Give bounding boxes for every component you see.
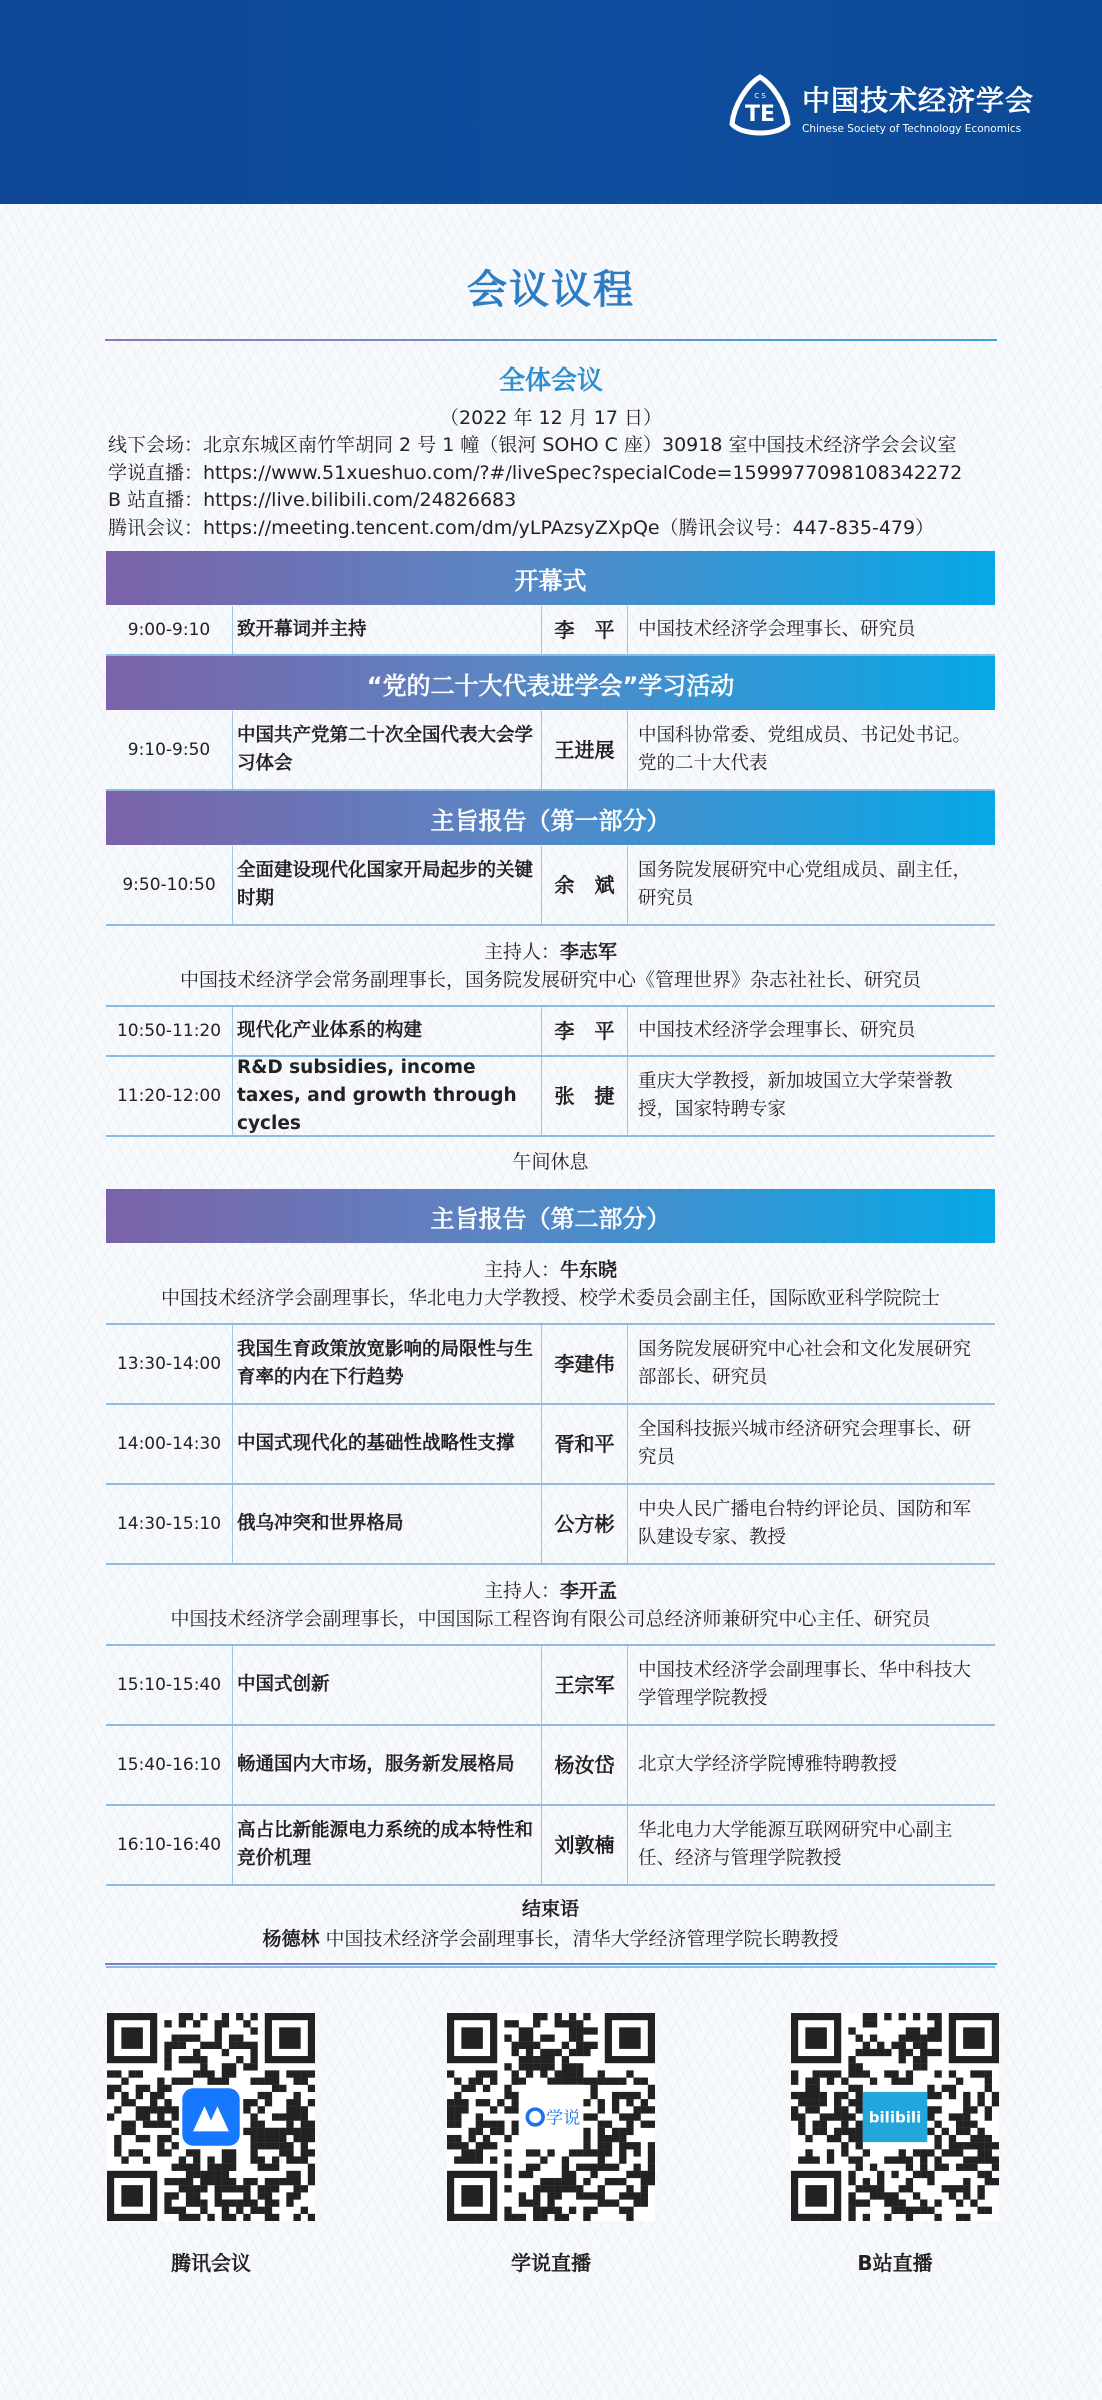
closing-block xyxy=(106,1886,995,1968)
table-row xyxy=(106,1405,995,1485)
svg-text:bilibili: bilibili xyxy=(868,2108,922,2127)
closing-speaker: 杨德林 xyxy=(262,1928,320,1950)
qr-code-3 xyxy=(791,2013,999,2276)
session-topic: 中国式现代化的基础性战略性支撑 xyxy=(233,1405,542,1483)
speaker-name: 李 平 xyxy=(542,606,628,654)
host-description: 中国技术经济学会副理事长，中国国际工程咨询有限公司总经济师兼研究中心主任、研究员 xyxy=(170,1608,931,1630)
session-topic: 俄乌冲突和世界格局 xyxy=(233,1485,542,1563)
table-row xyxy=(106,1646,995,1726)
host-description: 中国技术经济学会常务副理事长，国务院发展研究中心《管理世界》杂志社社长、研究员 xyxy=(179,969,921,991)
table-row xyxy=(106,606,995,656)
table-row xyxy=(106,711,995,791)
qr-label: B站直播 xyxy=(857,2251,933,2275)
session-topic: R&D subsidies, income taxes, and growth through cycles xyxy=(233,1057,542,1135)
speaker-title: 重庆大学教授，新加坡国立大学荣誉教授，国家特聘专家 xyxy=(638,1071,953,1120)
speaker-name: 刘敦楠 xyxy=(542,1806,628,1884)
host-block xyxy=(106,1244,995,1325)
session-time: 15:10-15:40 xyxy=(106,1646,233,1724)
section-header: 主旨报告（第二部分） xyxy=(106,1189,995,1243)
cste-emblem-icon xyxy=(728,74,792,140)
table-row xyxy=(106,1325,995,1405)
svg-text:C S: C S xyxy=(754,92,766,100)
tencent-link[interactable]: 腾讯会议：https://meeting.tencent.com/dm/yLPAzsyZXpQe（腾讯会议号：447-835-479） xyxy=(108,516,935,539)
speaker-title: 中国技术经济学会副理事长、华中科技大学管理学院教授 xyxy=(638,1660,972,1709)
host-block xyxy=(106,1565,995,1646)
table-row xyxy=(106,1057,995,1137)
tencent-meeting-logo-icon xyxy=(182,2088,239,2145)
host-name: 李志军 xyxy=(560,941,618,963)
session-topic: 中国共产党第二十次全国代表大会学习体会 xyxy=(233,711,542,789)
session-time: 14:00-14:30 xyxy=(106,1405,233,1483)
speaker-name: 胥和平 xyxy=(542,1405,628,1483)
session-time: 16:10-16:40 xyxy=(106,1806,233,1884)
speaker-name: 王进展 xyxy=(542,711,628,789)
speaker-title: 中国技术经济学会理事长、研究员 xyxy=(638,619,916,640)
svg-text:TE: TE xyxy=(744,102,776,127)
org-name-en: Chinese Society of Technology Economics xyxy=(802,123,1022,135)
closing-speaker-title: 中国技术经济学会副理事长，清华大学经济管理学院长聘教授 xyxy=(325,1928,839,1950)
qr-code-1 xyxy=(107,2013,315,2276)
xueshuo-logo-icon xyxy=(519,2085,584,2150)
qr-code-2 xyxy=(447,2013,655,2276)
host-line xyxy=(106,1577,995,1605)
table-row xyxy=(106,1007,995,1057)
host-prefix: 主持人： xyxy=(483,1259,560,1281)
speaker-title: 全国科技振兴城市经济研究会理事长、研究员 xyxy=(638,1419,972,1468)
session-time: 13:30-14:00 xyxy=(106,1325,233,1403)
table-row xyxy=(106,846,995,926)
session-topic: 全面建设现代化国家开局起步的关键时期 xyxy=(233,846,542,924)
venue-info xyxy=(108,432,962,542)
host-line xyxy=(106,938,995,966)
speaker-title: 华北电力大学能源互联网研究中心副主任、经济与管理学院教授 xyxy=(638,1820,953,1869)
host-prefix: 主持人： xyxy=(483,941,560,963)
session-time: 14:30-15:10 xyxy=(106,1485,233,1563)
speaker-name: 余 斌 xyxy=(542,846,628,924)
speaker-title: 国务院发展研究中心社会和文化发展研究部部长、研究员 xyxy=(638,1339,972,1388)
speaker-name: 李 平 xyxy=(542,1007,628,1055)
session-topic: 畅通国内大市场，服务新发展格局 xyxy=(233,1726,542,1804)
session-topic: 我国生育政策放宽影响的局限性与生育率的内在下行趋势 xyxy=(233,1325,542,1403)
session-time: 9:10-9:50 xyxy=(106,711,233,789)
session-time: 11:20-12:00 xyxy=(106,1057,233,1135)
speaker-title: 北京大学经济学院博雅特聘教授 xyxy=(638,1754,898,1775)
agenda-table xyxy=(106,551,995,1968)
session-time: 15:40-16:10 xyxy=(106,1726,233,1804)
table-row xyxy=(106,1485,995,1565)
divider xyxy=(105,339,997,341)
host-block xyxy=(106,926,995,1007)
speaker-title: 中国技术经济学会理事长、研究员 xyxy=(638,1020,916,1041)
speaker-name: 杨汝岱 xyxy=(542,1726,628,1804)
table-row xyxy=(106,1726,995,1806)
qr-label: 腾讯会议 xyxy=(171,2251,251,2275)
host-name: 李开孟 xyxy=(560,1580,618,1602)
session-time: 9:50-10:50 xyxy=(106,846,233,924)
section-header: 主旨报告（第一部分） xyxy=(106,791,995,845)
table-row xyxy=(106,1806,995,1886)
qr-code-icon xyxy=(447,2013,655,2221)
svg-text:学说: 学说 xyxy=(545,2108,581,2129)
page-title: 会议议程 xyxy=(467,267,635,313)
speaker-name: 张 捷 xyxy=(542,1057,628,1135)
speaker-name: 公方彬 xyxy=(542,1485,628,1563)
section-title: 全体会议 xyxy=(498,366,603,396)
speaker-title: 中央人民广播电台特约评论员、国防和军队建设专家、教授 xyxy=(638,1499,972,1548)
divider xyxy=(105,1963,997,1965)
session-topic: 高占比新能源电力系统的成本特性和竞价机理 xyxy=(233,1806,542,1884)
meeting-date: （2022 年 12 月 17 日） xyxy=(440,407,662,429)
section-header: 开幕式 xyxy=(106,551,995,605)
host-prefix: 主持人： xyxy=(483,1580,560,1602)
session-time: 9:00-9:10 xyxy=(106,606,233,654)
venue-line: 线下会场：北京东城区南竹竿胡同 2 号 1 幢（银河 SOHO C 座）30918 室中国技术经济学会会议室 xyxy=(108,434,957,456)
section-header: “党的二十大代表进学会”学习活动 xyxy=(106,656,995,710)
session-topic: 现代化产业体系的构建 xyxy=(233,1007,542,1055)
bilibili-logo-icon xyxy=(863,2092,928,2142)
session-topic: 中国式创新 xyxy=(233,1646,542,1724)
speaker-name: 王宗军 xyxy=(542,1646,628,1724)
header-banner xyxy=(0,0,1102,204)
speaker-title: 中国科协常委、党组成员、书记处书记。党的二十大代表 xyxy=(638,725,972,774)
host-name: 牛东晓 xyxy=(560,1259,618,1281)
break-note: 午间休息 xyxy=(512,1151,589,1173)
session-topic: 致开幕词并主持 xyxy=(233,606,542,654)
closing-title: 结束语 xyxy=(521,1898,579,1920)
org-logo xyxy=(728,74,1034,140)
session-time: 10:50-11:20 xyxy=(106,1007,233,1055)
bilibili-link[interactable]: B 站直播：https://live.bilibili.com/24826683 xyxy=(108,489,517,511)
host-description: 中国技术经济学会副理事长，华北电力大学教授、校学术委员会副主任，国际欧亚科学院院士 xyxy=(160,1287,940,1309)
xueshuo-link[interactable]: 学说直播：https://www.51xueshuo.com/?#/liveSpec?specialCode=1599977098108342272 xyxy=(108,461,963,484)
qr-code-icon xyxy=(791,2013,999,2221)
speaker-title: 国务院发展研究中心党组成员、副主任，研究员 xyxy=(638,860,972,909)
qr-code-icon xyxy=(107,2013,315,2221)
org-name-cn: 中国技术经济学会 xyxy=(802,84,1035,117)
host-line xyxy=(106,1256,995,1284)
qr-label: 学说直播 xyxy=(511,2251,591,2275)
closing-line xyxy=(106,1924,995,1954)
speaker-name: 李建伟 xyxy=(542,1325,628,1403)
